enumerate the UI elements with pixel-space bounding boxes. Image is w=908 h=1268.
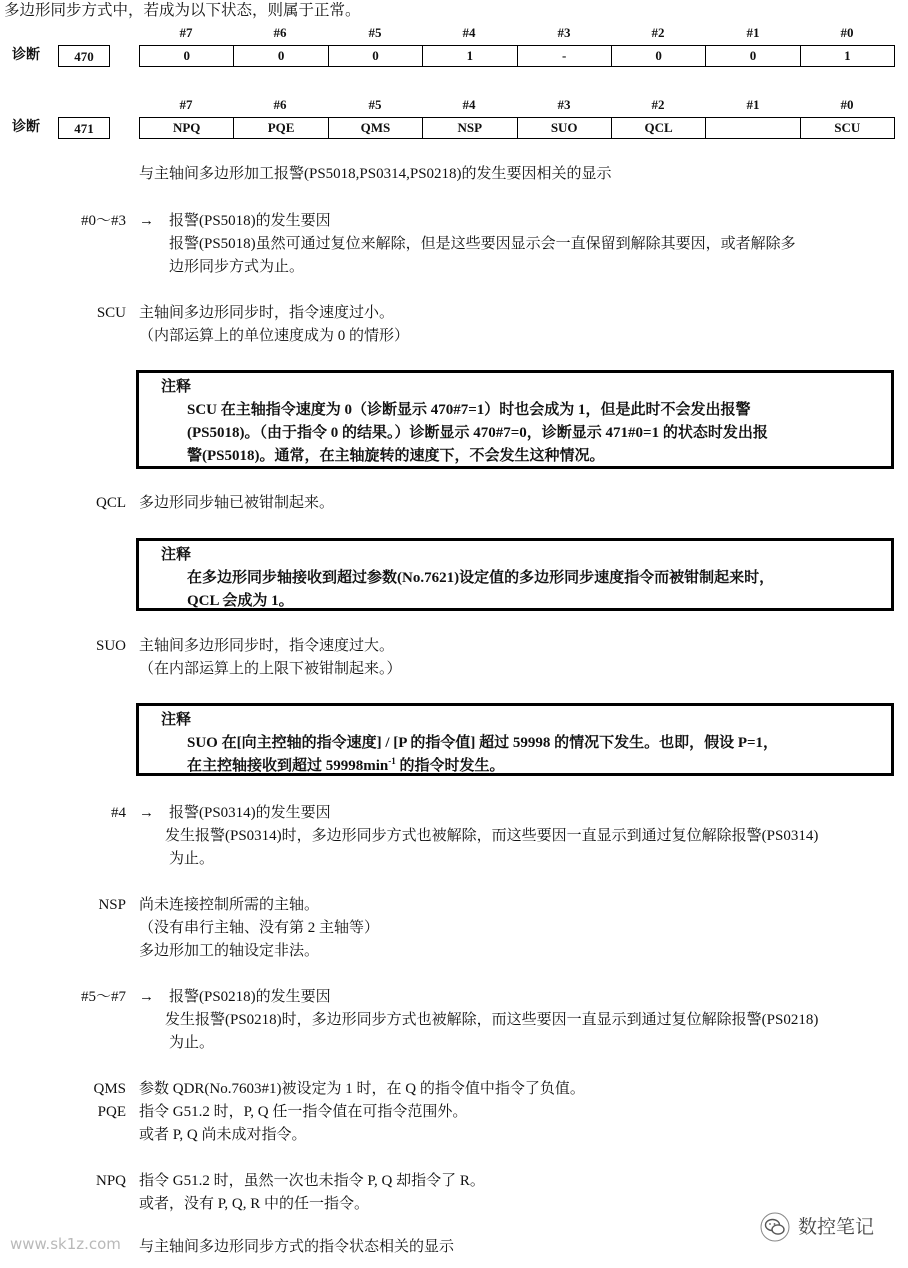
superscript: -1 (388, 756, 396, 766)
bit-header: #5 (368, 25, 382, 40)
bit-header: #6 (273, 97, 287, 112)
arrow-icon: → (139, 805, 154, 821)
bit-cell: SUO (518, 118, 612, 138)
bit-description: 主轴间多边形同步时，指令速度过大。 (139, 638, 395, 654)
bit-name-tag: NPQ (95, 1173, 126, 1189)
bit-cell: QCL (612, 118, 706, 138)
bit-description: 主轴间多边形同步时，指令速度过小。 (139, 305, 395, 321)
note-text: 在多边形同步轴接收到超过参数(No.7621)设定值的多边形同步速度指令而被钳制起来时， (187, 570, 775, 586)
section-text: 为止。 (169, 851, 215, 867)
watermark-brand: 数控笔记 (798, 1216, 875, 1238)
intro-text: 多边形同步方式中，若成为以下状态，则属于正常。 (4, 2, 361, 19)
note-text: 警(PS5018)。通常，在主轴旋转的速度下，不会发生这种情况。 (187, 448, 605, 464)
note-text: QCL 会成为 1。 (187, 593, 294, 609)
note-text: SCU 在主轴指令速度为 0（诊断显示 470#7=1）时也会成为 1，但是此时不会发出报警 (187, 402, 751, 418)
bit-description: 或者 P, Q 尚未成对指令。 (139, 1127, 307, 1143)
bit-cell: 0 (706, 46, 800, 66)
bit-cell: 0 (612, 46, 706, 66)
bit-cell: NSP (423, 118, 517, 138)
bit-name-tag: SCU (96, 305, 126, 321)
bit-name-tag: PQE (97, 1104, 126, 1120)
bit-header: #1 (746, 25, 760, 40)
bit-header: #3 (557, 97, 571, 112)
bit-range-tag: #0～#3 (80, 213, 126, 229)
bit-header: #4 (462, 97, 476, 112)
bit-header: #6 (273, 25, 287, 40)
bit-description: 指令 G51.2 时，虽然一次也未指令 P, Q 却指令了 R。 (139, 1173, 485, 1189)
bit-cell: - (518, 46, 612, 66)
watermark-url: www.sk1z.com (10, 1235, 121, 1253)
bit-name-tag: QCL (96, 495, 126, 511)
bit-header: #2 (651, 97, 665, 112)
bit-cell: SCU (834, 120, 861, 135)
section-title: 报警(PS0218)的发生要因 (169, 989, 331, 1005)
footer-description: 与主轴间多边形同步方式的指令状态相关的显示 (139, 1239, 455, 1255)
section-text: 边形同步方式为止。 (169, 259, 305, 275)
bit-range-tag: #5～#7 (80, 989, 126, 1005)
bit-cell: 1 (423, 46, 517, 66)
arrow-icon: → (139, 989, 154, 1005)
bit-header: #2 (651, 25, 665, 40)
section-text: 为止。 (169, 1035, 215, 1051)
bit-description: 或者，没有 P, Q, R 中的任一指令。 (139, 1196, 370, 1212)
bit-cell: 0 (234, 46, 328, 66)
note-heading: 注释 (161, 379, 192, 395)
note-text (187, 755, 877, 778)
note-text-part: 的指令时发生。 (395, 758, 505, 774)
note-box (136, 370, 894, 469)
bit-description: 多边形同步轴已被钳制起来。 (139, 495, 335, 511)
diag-label: 诊断 (12, 120, 40, 135)
bit-header: #0 (840, 97, 854, 112)
arrow-icon: → (139, 213, 154, 229)
bit-range-tag: #4 (111, 805, 126, 821)
bit-cell: NPQ (140, 118, 234, 138)
bit-description: 尚未连接控制所需的主轴。 (139, 897, 320, 913)
note-heading: 注释 (161, 547, 192, 563)
bit-row (139, 45, 895, 67)
bit-name-tag: NSP (98, 897, 126, 913)
bit-cell: 0 (329, 46, 423, 66)
bit-row (139, 117, 895, 139)
bit-cell: QMS (329, 118, 423, 138)
bit-header: #1 (746, 97, 760, 112)
bit-description: （内部运算上的单位速度成为 0 的情形） (139, 328, 410, 344)
bit-name-tag: QMS (93, 1081, 126, 1097)
bit-cell: 1 (844, 48, 851, 63)
bit-header: #7 (179, 25, 193, 40)
bit-header: #5 (368, 97, 382, 112)
note-text-part: 在主控轴接收到超过 59998min (187, 758, 389, 774)
bit-description: 指令 G51.2 时，P, Q 任一指令值在可指令范围外。 (139, 1104, 468, 1120)
bit-header: #7 (179, 97, 193, 112)
watermark (760, 1212, 874, 1242)
bit-description: 参数 QDR(No.7603#1)被设定为 1 时，在 Q 的指令值中指令了负值。 (139, 1081, 585, 1097)
section-text: 报警(PS5018)虽然可通过复位来解除，但是这些要因显示会一直保留到解除其要因，或者解除多 (169, 236, 796, 252)
wechat-icon (760, 1212, 790, 1242)
section-text: 发生报警(PS0314)时，多边形同步方式也被解除，而这些要因一直显示到通过复位解除报警(PS0314) (165, 828, 819, 844)
section-title: 报警(PS5018)的发生要因 (169, 213, 331, 229)
diag-number: 470 (58, 45, 110, 67)
bit-description: 多边形加工的轴设定非法。 (139, 943, 320, 959)
bit-header: #4 (462, 25, 476, 40)
note-text: (PS5018)。（由于指令 0 的结果。）诊断显示 470#7=0，诊断显示 471#0=1 的状态时发出报 (187, 425, 768, 441)
bit-cell: 0 (140, 46, 234, 66)
bit-name-tag: SUO (95, 638, 126, 654)
bit-header: #3 (557, 25, 571, 40)
bit-cell (706, 118, 800, 138)
diag-label: 诊断 (12, 48, 40, 63)
note-box (136, 538, 894, 611)
section-text: 发生报警(PS0218)时，多边形同步方式也被解除，而这些要因一直显示到通过复位解除报警(PS0218) (165, 1012, 819, 1028)
bit-cell: PQE (234, 118, 328, 138)
diag-471-description: 与主轴间多边形加工报警(PS5018,PS0314,PS0218)的发生要因相关的显示 (139, 166, 612, 182)
note-heading: 注释 (161, 712, 192, 728)
note-text: SUO 在[向主控轴的指令速度] / [P 的指令值] 超过 59998 的情况下发生。也即，假设 P=1， (187, 735, 779, 751)
bit-description: （没有串行主轴、没有第 2 主轴等） (139, 920, 380, 936)
section-title: 报警(PS0314)的发生要因 (169, 805, 331, 821)
diag-number: 471 (58, 117, 110, 139)
note-box (136, 703, 894, 776)
bit-header: #0 (840, 25, 854, 40)
bit-description: （在内部运算上的上限下被钳制起来。） (139, 661, 402, 677)
